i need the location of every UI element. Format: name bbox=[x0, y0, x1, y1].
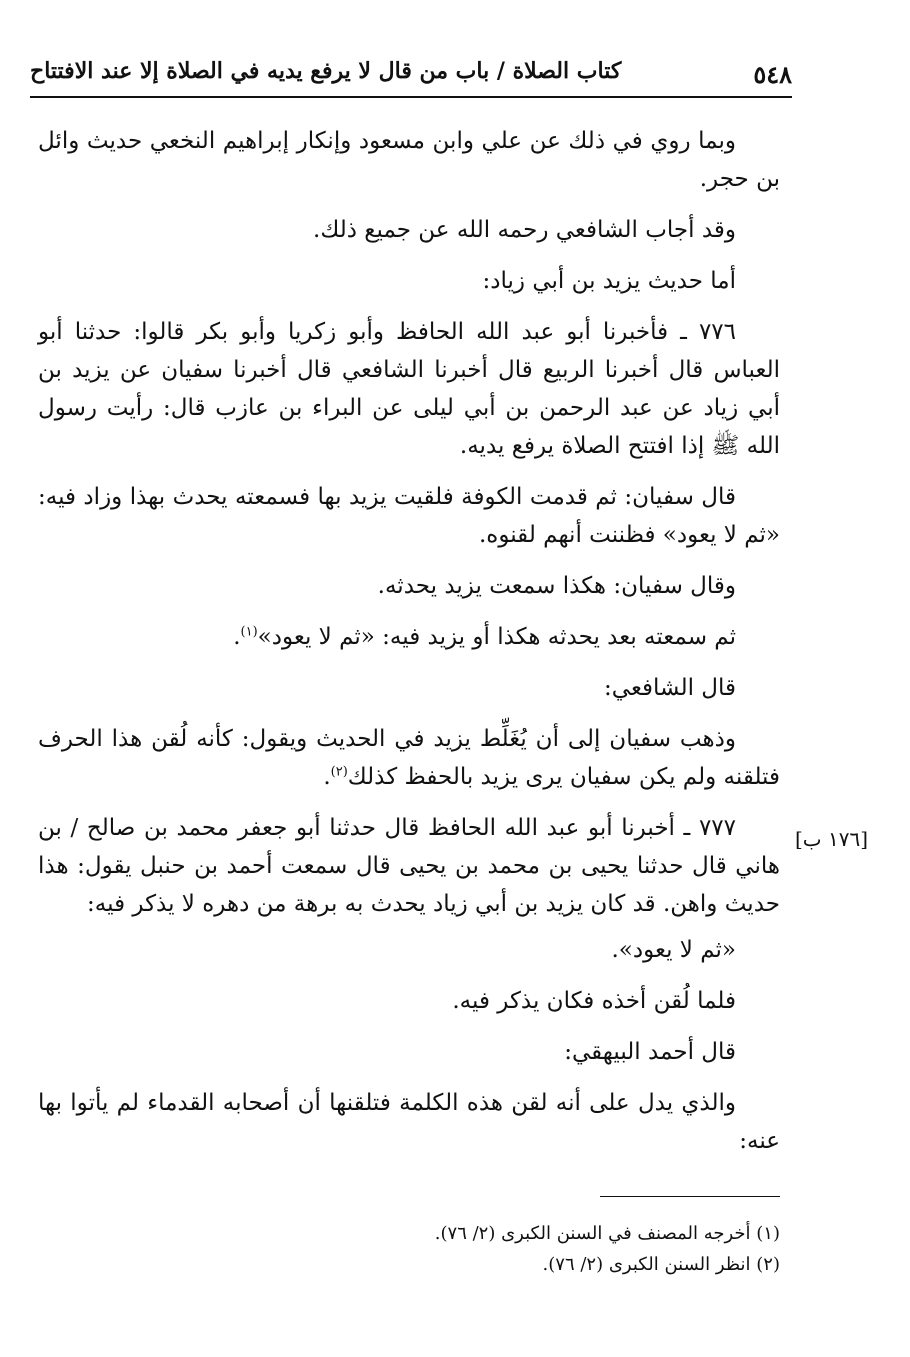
footnote: (١) أخرجه المصنف في السنن الكبرى (٢/ ٧٦). bbox=[434, 1223, 780, 1244]
sentence-end: . bbox=[323, 764, 331, 790]
paragraph: وقد أجاب الشافعي رحمه الله عن جميع ذلك. bbox=[313, 217, 736, 243]
hadith-777: ٧٧٧ ـ أخبرنا أبو عبد الله الحافظ قال حدثنا أبو جعفر محمد بن صالح / بن هاني قال حدثنا يحيى بن محمد بن يحيى قال سمعت أحمد بن حنبل يقول: هذا حديث واهن. قد كان يزيد بن أبي زياد يحدث به برهة من دهره لا يذكر فيه: bbox=[38, 815, 780, 917]
manuscript-folio-marker: [١٧٦ ب] bbox=[795, 827, 869, 851]
paragraph: قال أحمد البيهقي: bbox=[564, 1039, 736, 1065]
header-divider bbox=[30, 96, 792, 98]
paragraph: أما حديث يزيد بن أبي زياد: bbox=[482, 268, 736, 294]
paragraph: وبما روي في ذلك عن علي وابن مسعود وإنكار إبراهيم النخعي حديث وائل بن حجر. bbox=[38, 128, 780, 192]
paragraph: قال الشافعي: bbox=[604, 675, 736, 701]
page-header bbox=[30, 52, 792, 96]
footnote-divider bbox=[600, 1196, 780, 1197]
footnotes bbox=[38, 1218, 780, 1280]
paragraph: قال سفيان: ثم قدمت الكوفة فلقيت يزيد بها فسمعته يحدث بهذا وزاد فيه: «ثم لا يعود» فظننت أنهم لقنوه. bbox=[38, 484, 780, 548]
footnote: (٢) انظر السنن الكبرى (٢/ ٧٦). bbox=[542, 1254, 780, 1275]
paragraph: فلما لُقن أخذه فكان يذكر فيه. bbox=[452, 988, 736, 1014]
main-text bbox=[38, 122, 780, 1160]
running-title: كتاب الصلاة / باب من قال لا يرفع يديه في الصلاة إلا عند الافتتاح bbox=[30, 58, 622, 84]
paragraph: والذي يدل على أنه لقن هذه الكلمة فتلقنها أن أصحابه القدماء لم يأتوا بها عنه: bbox=[38, 1090, 780, 1154]
paragraph bbox=[38, 618, 780, 656]
page-number: ٥٤٨ bbox=[753, 60, 792, 89]
footnote-ref: (١) bbox=[240, 624, 258, 640]
footnote-ref: (٢) bbox=[330, 764, 348, 780]
paragraph-text: وذهب سفيان إلى أن يُغَلِّط يزيد في الحديث ويقول: كأنه لُقن هذا الحرف فتلقنه ولم يكن سفيان يرى يزيد بالحفظ كذلك bbox=[38, 726, 780, 790]
paragraph: وقال سفيان: هكذا سمعت يزيد يحدثه. bbox=[377, 573, 736, 599]
sentence-end: . bbox=[233, 624, 241, 650]
paragraph-text: ثم سمعته بعد يحدثه هكذا أو يزيد فيه: «ثم لا يعود» bbox=[257, 624, 736, 650]
paragraph: «ثم لا يعود». bbox=[611, 937, 736, 963]
hadith-776: ٧٧٦ ـ فأخبرنا أبو عبد الله الحافظ وأبو زكريا وأبو بكر قالوا: حدثنا أبو العباس قال أخبرنا الربيع قال أخبرنا الشافعي قال أخبرنا سفيان عن يزيد بن أبي زياد عن عبد الرحمن بن أبي ليلى عن البراء بن عازب قال: رأيت رسول الله ﷺ إذا افتتح الصلاة يرفع يديه. bbox=[38, 319, 780, 459]
paragraph bbox=[38, 720, 780, 796]
